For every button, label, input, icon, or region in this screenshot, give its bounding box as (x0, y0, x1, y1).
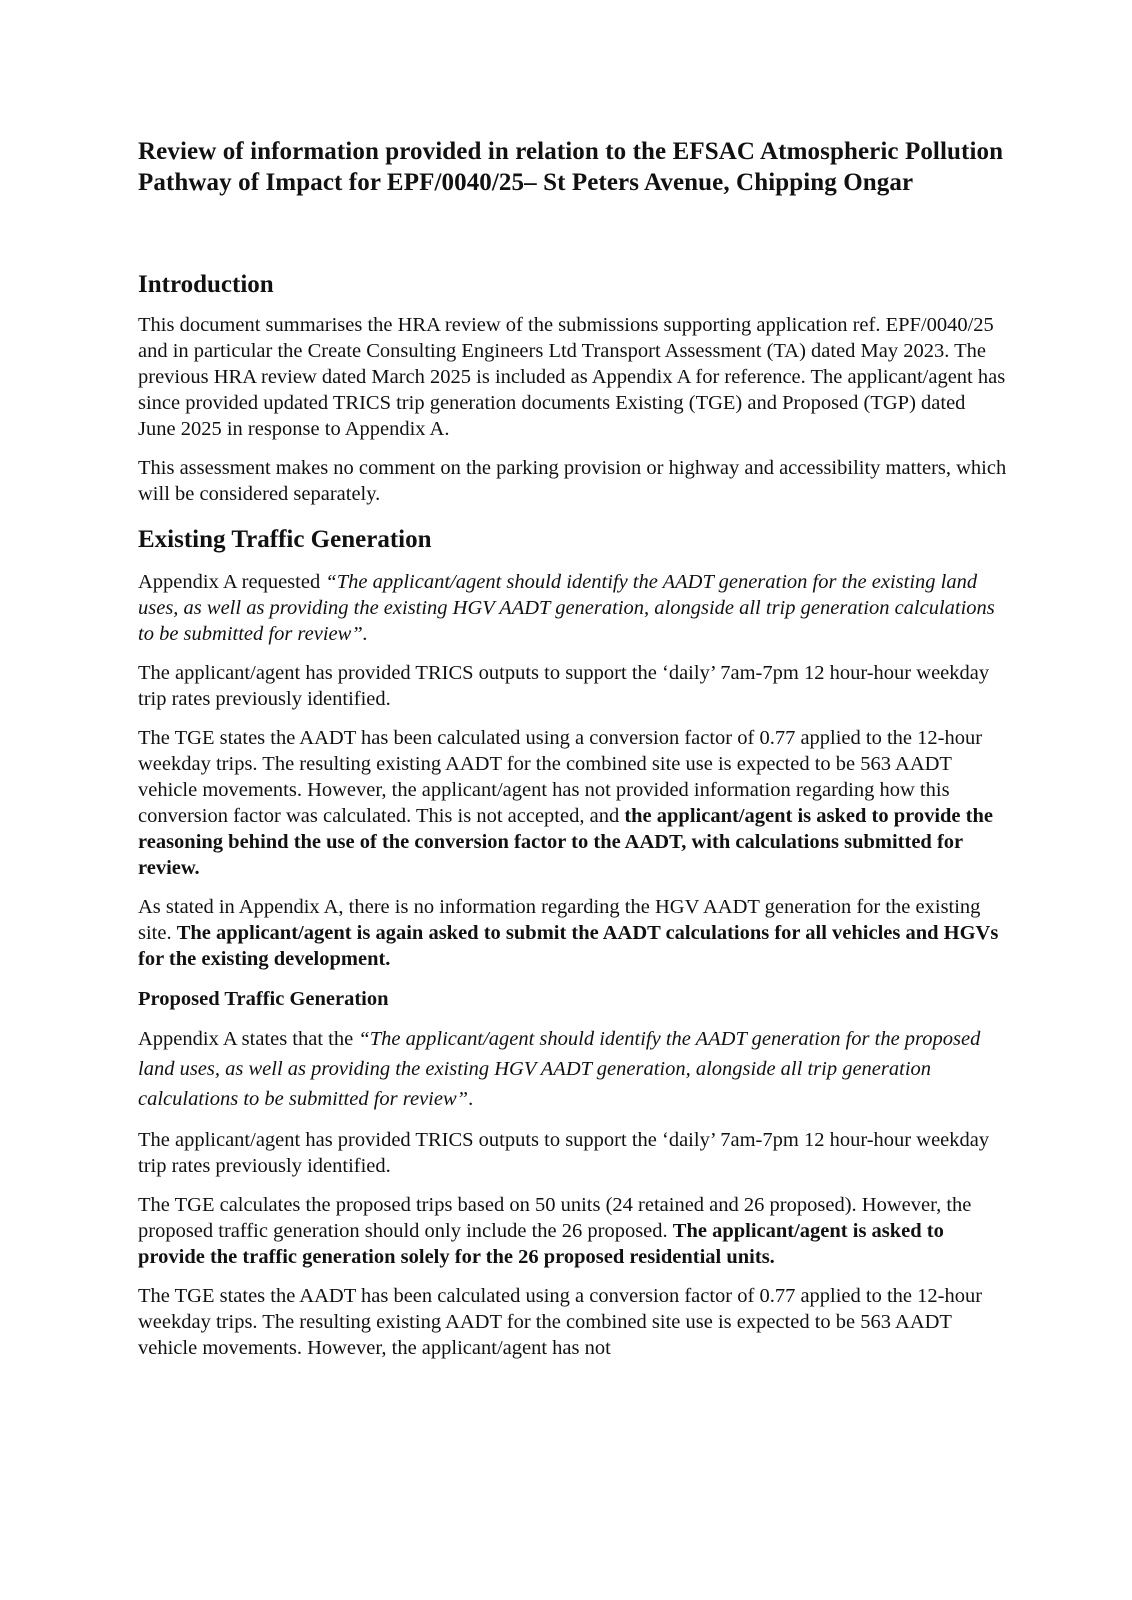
proposed-paragraph-4: The TGE states the AADT has been calculated using a conversion factor of 0.77 applied to the 12-hour weekday trips. The resulting existing AADT for the combined site use is expected to be 563 AADT vehicle movements. However, the applicant/agent has not (138, 1285, 983, 1359)
document-title: Review of information provided in relation to the EFSAC Atmospheric Pollution Pathway of Impact for EPF/0040/25– St Peters Avenue, Chipping Ongar (138, 138, 1004, 196)
introduction-paragraph-2: This assessment makes no comment on the parking provision or highway and accessibility matters, which will be considered separately. (138, 457, 1007, 505)
introduction-paragraph-1: This document summarises the HRA review of the submissions supporting application ref. EPF/0040/25 and in particular the Create Consulting Engineers Ltd Transport Assessment (TA) dated May 2023. The previous HRA review dated March 2025 is included as Appendix A for reference. The applicant/agent has since provided updated TRICS trip generation documents Existing (TGE) and Proposed (TGP) dated June 2025 in response to Appendix A. (138, 314, 1006, 440)
proposed-p1-quote: “The applicant/agent should identify the AADT generation for the proposed land uses, as well as providing the existing HGV AADT generation, alongside all trip generation calculations to be submitted for review” (138, 1028, 981, 1110)
proposed-p1-end: . (468, 1088, 474, 1110)
proposed-p3-request: The applicant/agent is asked to provide the traffic generation solely for the 26 proposed residential units. (138, 1220, 944, 1268)
existing-p3-request: the applicant/agent is asked to provide the reasoning behind the use of the conversion factor to the AADT, with calculations submitted for review. (138, 805, 993, 879)
existing-paragraph-1 (138, 569, 1008, 647)
heading-introduction: Introduction (138, 271, 274, 298)
proposed-p1-lead: Appendix A states that the (138, 1028, 359, 1050)
existing-paragraph-4 (138, 894, 1008, 972)
proposed-paragraph-3 (138, 1192, 1008, 1270)
heading-proposed-traffic-generation: Proposed Traffic Generation (138, 988, 389, 1010)
proposed-paragraph-2: The applicant/agent has provided TRICS outputs to support the ‘daily’ 7am-7pm 12 hour-hour weekday trip rates previously identified. (138, 1129, 990, 1177)
existing-p1-lead: Appendix A requested (138, 571, 326, 593)
existing-p3-text: The TGE states the AADT has been calculated using a conversion factor of 0.77 applied to the 12-hour weekday trips. The resulting existing AADT for the combined site use is expected to be 563 AADT vehicle movements. However, the applicant/agent has not provided information regarding how this conversion factor was calculated. This is not accepted, and (138, 727, 983, 827)
proposed-p3-text: The TGE calculates the proposed trips based on 50 units (24 retained and 26 proposed). However, the proposed traffic generation should only include the 26 proposed. (138, 1194, 972, 1242)
existing-p1-quote: “The applicant/agent should identify the AADT generation for the existing land uses, as well as providing the existing HGV AADT generation, alongside all trip generation calculations to be submitted for review”. (138, 571, 995, 645)
proposed-paragraph-1 (138, 1024, 1008, 1114)
existing-p4-request: The applicant/agent is again asked to submit the AADT calculations for all vehicles and HGVs for the existing development. (138, 922, 999, 970)
document-page (138, 136, 1008, 1374)
existing-paragraph-3 (138, 725, 1008, 881)
heading-existing-traffic-generation: Existing Traffic Generation (138, 526, 432, 553)
existing-p4-text: As stated in Appendix A, there is no information regarding the HGV AADT generation for the existing site. (138, 896, 981, 944)
existing-paragraph-2: The applicant/agent has provided TRICS outputs to support the ‘daily’ 7am-7pm 12 hour-hour weekday trip rates previously identified. (138, 662, 990, 710)
